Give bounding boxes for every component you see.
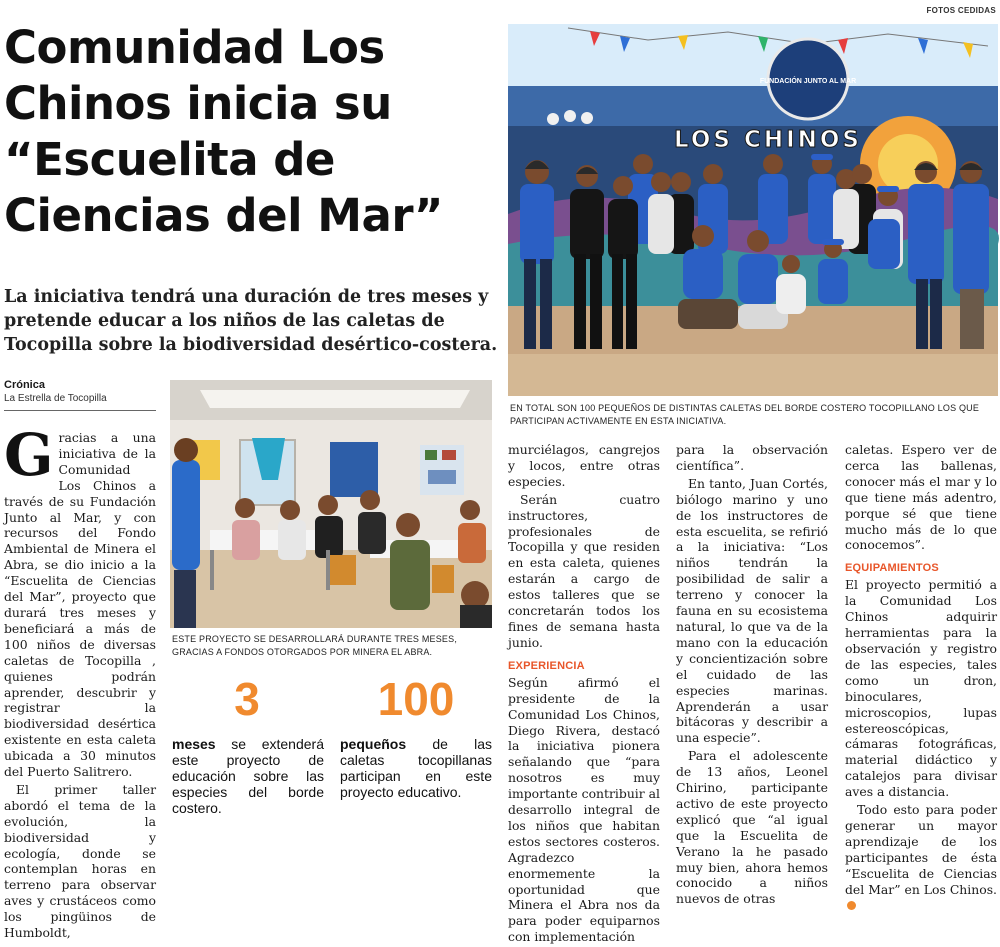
col3-paragraph-1: para la observación científica”. xyxy=(676,442,828,473)
col4-paragraph-2: El proyecto permitió a la Comunidad Los Chinos adquirir herramientas para la observación y registro de las especies, tales como un dron, binoculares, microscopios, lupas estereoscópicas, cámaras fotográficas, material didáctico y catalejos para divisar aves a distancia. xyxy=(845,577,997,800)
stat-3-number: 3 xyxy=(234,673,260,725)
byline-source: La Estrella de Tocopilla xyxy=(4,393,107,404)
stat-100-bold: pequeños xyxy=(340,736,407,752)
stat-100-number: 100 xyxy=(377,673,455,725)
col1-paragraph-2: El primer taller abordó el tema de la evolución, la biodiversidad y ecología, donde se contemplan horas en terreno para observar aves y crustáceos como los pingüinos de Humboldt, xyxy=(4,781,156,941)
deck-subtitle: La iniciativa tendrá una duración de tres meses y pretende educar a los niños de las caletas de Tocopilla sobre la biodiversidad desértico-costera. xyxy=(4,287,498,355)
body-column-2 xyxy=(508,442,660,947)
subhead-equipamientos: EQUIPAMIENTOS xyxy=(845,562,939,575)
stat-3-bold: meses xyxy=(172,736,216,752)
mural-los-chinos-text: LOS CHINOS xyxy=(673,127,863,153)
photo-credit: FOTOS CEDIDAS xyxy=(926,6,996,15)
body-column-3 xyxy=(676,442,828,909)
col1-paragraph-1: racias a una iniciativa de la Comunidad Los Chinos a través de su Fundación Junto al Mar, y con recursos del Fondo Ambiental de Minera el Abra, se dio inicio a la “Escuelita de Ciencias del Mar”, proyecto que durará tres meses y beneficiará a más de 100 niños de diversas caletas de Tocopilla , quienes podrán aprender, descubrir y registrar la biodiversidad desértica existente en esta caleta ubicada a 30 minutos del Puerto Salitrero. xyxy=(4,430,156,780)
end-mark-icon xyxy=(847,901,856,910)
body-column-1 xyxy=(4,421,156,943)
byline-divider xyxy=(4,410,156,411)
subhead-experiencia: EXPERIENCIA xyxy=(508,659,585,672)
foundation-badge-text: FUNDACIÓN JUNTO AL MAR xyxy=(759,78,857,85)
dropcap: G xyxy=(4,421,54,489)
stat-3-text xyxy=(172,736,324,816)
byline-section: Crónica xyxy=(4,379,45,391)
classroom-photo xyxy=(170,380,492,628)
col2-paragraph-3: Según afirmó el presidente de la Comunidad Los Chinos, Diego Rivera, destacó la iniciativa pionera señalando que “para nosotros es muy importante contribuir al desarrollo integral de los niños que habitan estos sectores costeros. Agradezco enormemente la oportunidad que Minera el Abra nos da para poder equiparnos con implementación xyxy=(508,674,660,945)
stat-3-desc: se extenderá este proyecto de educación sobre las especies del borde costero. xyxy=(172,736,324,816)
col4-paragraph-3: Todo esto para poder generar un mayor aprendizaje de los participantes de ésta “Escuelita de Ciencias del Mar” en Los Chinos. xyxy=(845,802,997,897)
stat-100-text xyxy=(340,736,492,800)
col3-paragraph-3: Para el adolescente de 13 años, Leonel Chirino, participante activo de este proyecto explicó que “al igual que la Escuelita de Verano la he pasado muy bien, ahora hemos conocido a niños nuevos de otras xyxy=(676,748,828,907)
group-photo xyxy=(508,24,998,396)
classroom-photo-caption: ESTE PROYECTO SE DESARROLLARÁ DURANTE TRES MESES, GRACIAS A FONDOS OTORGADOS POR MINERA EL ABRA. xyxy=(172,634,458,657)
stat-100-desc: de las caletas tocopillanas participan en este proyecto educativo. xyxy=(340,736,492,800)
col2-paragraph-2: Serán cuatro instructores, profesionales de Tocopilla y que residen en esta caleta, quienes estarán a cargo de estos talleres que se concretarán todos los fines de semana hasta junio. xyxy=(508,491,660,650)
headline: Comunidad Los Chinos inicia su “Escuelita de Ciencias del Mar” xyxy=(4,21,443,242)
byline xyxy=(4,379,107,405)
body-column-4 xyxy=(845,442,997,915)
group-photo-caption: EN TOTAL SON 100 PEQUEÑOS DE DISTINTAS CALETAS DEL BORDE COSTERO TOCOPILLANO LOS QUE PARTICIPAN ACTIVAMENTE EN ESTA INICIATIVA. xyxy=(510,403,980,426)
col4-paragraph-1: caletas. Espero ver de cerca las ballenas, conocer más el mar y lo que tiene más adentro, porque sé que tiene mucho más de lo que conocemos”. xyxy=(845,442,997,553)
col3-paragraph-2: En tanto, Juan Cortés, biólogo marino y uno de los instructores de esta escuelita, se refirió a la iniciativa: “Los niños tendrán la posibilidad de salir a terreno y conocer la fauna en su ecosistema natural, lo que va de la mano con la educación y concientización sobre el cuidado de las especies marinas. Aprenderán a usar bitácoras y describir a una especie”. xyxy=(676,475,828,746)
col2-paragraph-1: murciélagos, cangrejos y locos, entre otras especies. xyxy=(508,442,660,489)
